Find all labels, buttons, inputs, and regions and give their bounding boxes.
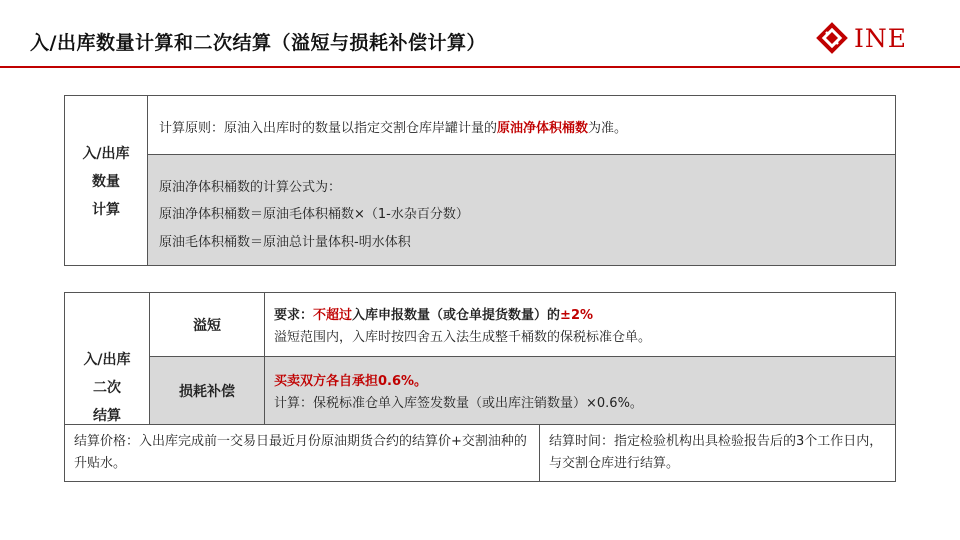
req-red: 不超过 <box>313 308 353 323</box>
overflow-requirement <box>274 304 593 323</box>
formula-line: 原油毛体积桶数＝原油总计量体积-明水体积 <box>159 235 411 250</box>
ine-logo <box>816 22 926 56</box>
quantity-calc-table <box>64 95 896 266</box>
loss-content-cell <box>265 357 895 425</box>
secondary-settlement-table <box>64 292 896 482</box>
row-header-line: 入/出库 <box>83 352 131 368</box>
settle-price-text: 结算价格：入出库完成前一交易日最近月份原油期货合约的结算价+交割油种的升贴水。 <box>74 434 527 471</box>
principle-prefix: 计算原则：原油入出库时的数量以指定交割仓库岸罐计量的 <box>159 121 498 136</box>
row-header-line: 二次 <box>93 380 121 396</box>
row-header-quantity-calc <box>65 96 148 265</box>
principle-highlight: 原油净体积桶数 <box>497 121 589 136</box>
ine-logo-icon <box>816 22 848 54</box>
req-pct: ±2% <box>560 308 594 323</box>
settle-time-cell <box>540 425 895 481</box>
req-prefix: 要求： <box>274 308 314 323</box>
settle-time-text: 结算时间：指定检验机构出具检验报告后的3个工作日内，与交割仓库进行结算。 <box>549 434 883 471</box>
loss-highlight: 买卖双方各自承担0.6%。 <box>274 374 428 389</box>
calc-principle-text <box>159 117 627 136</box>
req-mid: 入库申报数量（或仓单提货数量）的 <box>352 308 561 323</box>
row-header-line: 结算 <box>93 408 121 424</box>
row-header-line: 入/出库 <box>82 146 130 162</box>
formula-line: 原油净体积桶数＝原油毛体积桶数×（1-水杂百分数） <box>159 207 469 222</box>
principle-suffix: 为准。 <box>588 121 628 136</box>
overflow-label: 溢短 <box>193 318 221 334</box>
row-header-secondary-settlement <box>65 293 150 425</box>
row-header-line: 计算 <box>92 202 120 218</box>
logo-text: INE <box>854 24 907 53</box>
formula-cell <box>148 155 895 265</box>
overflow-label-cell <box>150 293 265 357</box>
loss-label-cell <box>150 357 265 425</box>
calc-principle-cell <box>148 96 895 155</box>
settle-price-cell <box>65 425 540 481</box>
row-header-line: 数量 <box>92 174 120 190</box>
overflow-detail: 溢短范围内，入库时按四舍五入法生成整千桶数的保税标准仓单。 <box>274 330 652 345</box>
loss-detail: 计算：保税标准仓单入库签发数量（或出库注销数量）×0.6%。 <box>274 396 643 411</box>
page-title: 入/出库数量计算和二次结算（溢短与损耗补偿计算） <box>30 32 486 54</box>
loss-label: 损耗补偿 <box>179 384 235 400</box>
header-divider <box>0 66 960 68</box>
formula-line: 原油净体积桶数的计算公式为： <box>159 180 342 195</box>
overflow-content-cell <box>265 293 895 357</box>
